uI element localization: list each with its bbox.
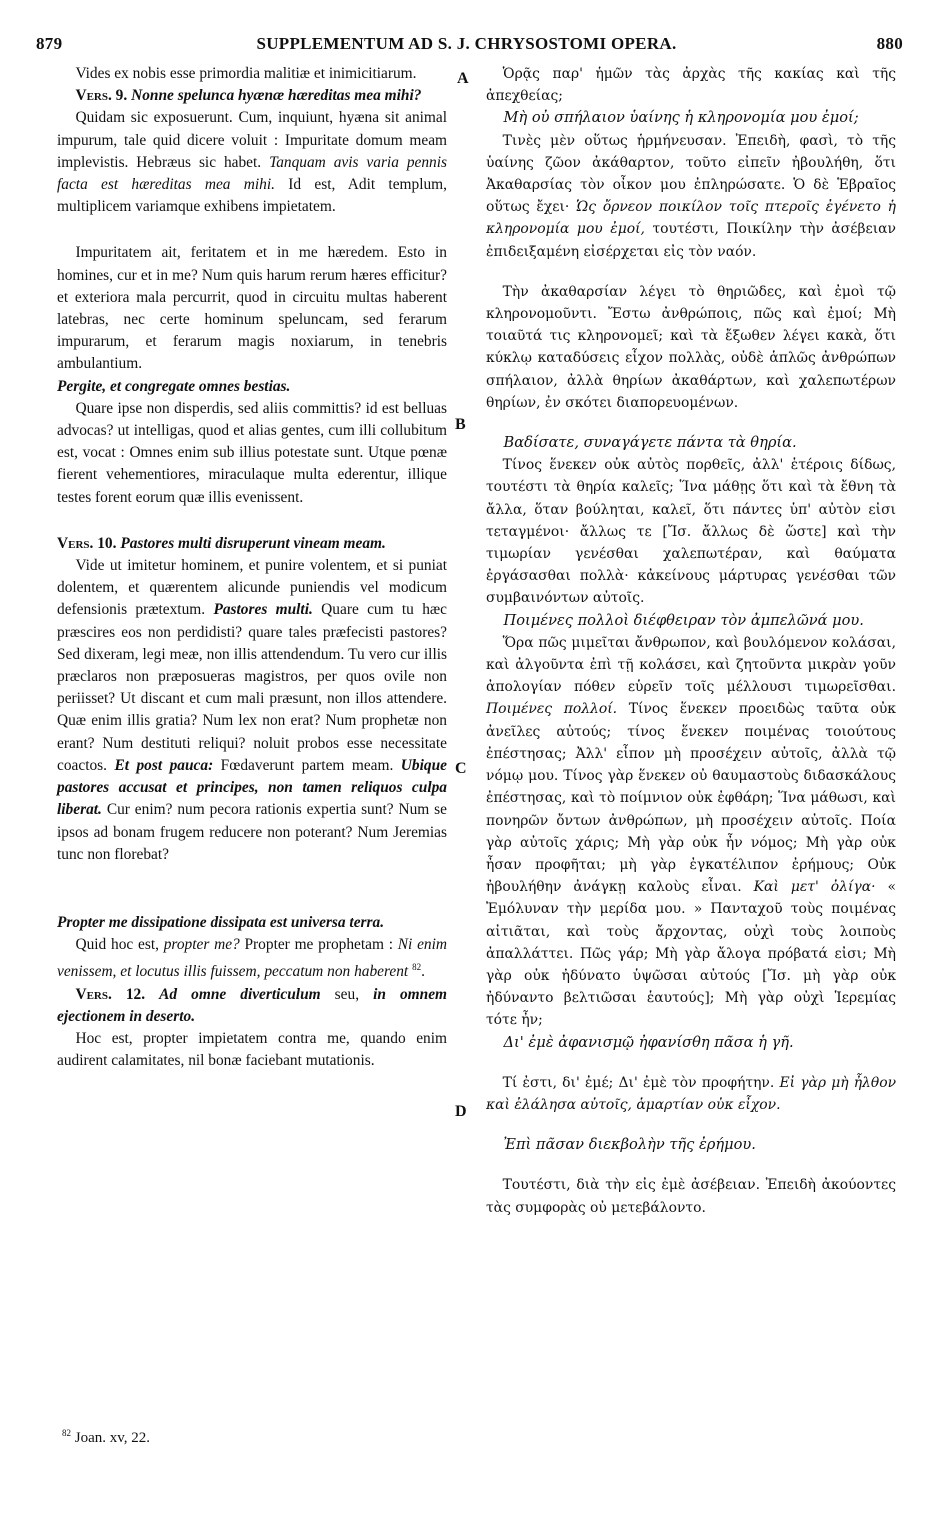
latin-quote: Et post pauca: <box>114 756 214 774</box>
running-title: SUPPLEMENTUM AD S. J. CHRYSOSTOMI OPERA. <box>256 34 677 53</box>
latin-verse-quote: Pergite, et congregate omnes bestias. <box>57 377 291 395</box>
latin-quote: Pastores multi. <box>213 601 313 619</box>
running-header <box>30 34 903 58</box>
latin-paragraph: Impuritatem ait, feritatem et in me hæredem. Esto in homines, cur et in me? Num quis harum rerum hæres efficitur? et exteriora mala percurrit, quod in circuitu multas haberent latebras, nec certe hominum speluncam, sed ferarum impurarum, et ferarum magis noxiarum, in tenebris ambulantium. <box>57 244 447 373</box>
greek-quote: Ποιμένες πολλοί. <box>486 701 618 718</box>
margin-marker-d: D <box>455 1103 467 1120</box>
greek-column <box>486 63 896 1219</box>
latin-text: Propter me prophetam : <box>244 936 393 954</box>
greek-verse: Μὴ οὐ σπήλαιον ὑαίνης ἡ κληρονομία μου ἐμοί; <box>503 109 859 127</box>
greek-text: τουτέστι, Ποικίλην τὴν ἀσέβειαν ἐπιδειξαμένη εἰσέρχεται εἰς τὸν ναόν. <box>486 221 896 260</box>
greek-verse: Ποιμένες πολλοὶ διέφθειραν τὸν ἀμπελῶνά μου. <box>503 611 864 629</box>
verse-label: Vers. 12. <box>75 985 146 1003</box>
verse-text: Pastores multi disruperunt vineam meam. <box>120 534 386 552</box>
latin-verse-quote: Propter me dissipatione dissipata est universa terra. <box>57 913 385 931</box>
latin-quote: propter me? <box>163 936 240 954</box>
latin-text: Fœdaverunt partem meam. <box>220 756 394 774</box>
greek-paragraph <box>486 130 896 263</box>
verse-label: Vers. 9. <box>75 87 128 105</box>
greek-verse: Ἐπὶ πᾶσαν διεκβολὴν τῆς ἐρήμου. <box>503 1136 756 1154</box>
page-number-left: 879 <box>36 34 63 53</box>
greek-paragraph: Τίνος ἕνεκεν οὐκ αὐτὸς πορθεῖς, ἀλλ' ἑτέροις δίδως, τουτέστι τὰ θηρία καλεῖς; Ἵνα μάθῃς ὅτι καὶ τὰ ἔθνη τὰ ἄλλα, ὅταν βούληται, καλεῖ, ὅτι πάντες ὑπ' αὐτὸν εἰσι τεταγμένοι· ἄλλως τε [Ἴσ. ἄλλως δὲ ὥστε] καὶ τὴν τιμωρίαν γενέσθαι χαλεπωτέραν, καὶ θαύματα ἐργάσασθαι πολλὰ· κἀκείνους μάρτυρας γενέσθαι τῶν συμβαινόντων αὐτοῖς. <box>486 457 896 607</box>
latin-text: Quid hoc est, <box>75 936 159 954</box>
footnote-text: Joan. xv, 22. <box>74 1430 151 1446</box>
greek-paragraph: Τὴν ἀκαθαρσίαν λέγει τὸ θηριῶδες, καὶ ἐμοὶ τῷ κληρονομοῦντι. Ἔστω ἀνθρώποις, πῶς καὶ ἐμοί; Μὴ τοιαῦτά τις κληρονομεῖ; καὶ τὰ ἔξωθεν λέγει κακὰ, ὅτι κύκλῳ καταδύσεις εἶχον πολλὰς, οὐδὲ ἁπλῶς ἀνθρώπων σπήλαιον, ἀλλὰ θηρίων ἀκαθάρτων, καὶ χαλεπωτέρων θηρίων, ἐν σκότει διαπορευομένων. <box>486 283 896 411</box>
latin-verse <box>57 984 447 1028</box>
latin-text: Id est, Adit templum, multiplicem variamque exhibens impietatem. <box>57 176 447 216</box>
latin-paragraph: Hoc est, propter impietatem contra me, quando enim audirent calamitates, nil bonæ faciebant mutationis. <box>57 1030 447 1070</box>
latin-text: Vide ut imitetur hominem, et punire volentem, et si puniat dolentem, et quærentem alicunde puniendis vel modicum defensionis prætextum. <box>57 557 447 619</box>
verse-text: Nonne spelunca hyænæ hæreditas mea mihi? <box>131 87 422 105</box>
margin-marker-b: B <box>455 416 466 433</box>
greek-text: Τινὲς μὲν οὕτως ἡρμήνευσαν. Ἐπειδὴ, φασὶ, τὸ τῆς ὑαίνης ζῶον ἀκάθαρτον, τοῦτο εἰπεῖν ἠβουλήθη, ὅτι Ἀκαθαρσίας τὸν οἶκον μου ἐπληρώσατε. Ὁ δὲ Ἑβραῖος οὕτως ἔχει· <box>486 132 896 216</box>
greek-text: Τί ἐστι, δι' ἐμέ; <box>502 1074 614 1091</box>
latin-verse <box>57 533 447 555</box>
page-number-right: 880 <box>876 34 903 53</box>
greek-text: Ὅρα πῶς μιμεῖται ἄνθρωπον, καὶ βουλόμενον κολάσαι, καὶ ἀλγοῦντα ἐπὶ τῇ κολάσει, καὶ ζητοῦντα μικρὰν γοῦν ἀπολογίαν πόθεν εὑρεῖν τοῖς μέλλουσι τιμωρεῖσθαι. <box>486 634 896 696</box>
latin-text: Cur enim? num pecora rationis expertia sunt? Num se ipsos ad bonam frugem reducere non poterant? Num Jeremias tunc non florebat? <box>57 801 447 863</box>
greek-verse: Βαδίσατε, συναγάγετε πάντα τὰ θηρία. <box>503 434 797 452</box>
verse-label: Vers. 10. <box>57 534 117 552</box>
greek-paragraph: Ὁρᾷς παρ' ἡμῶν τὰς ἀρχὰς τῆς κακίας καὶ τῆς ἀπεχθείας; <box>486 66 896 105</box>
greek-paragraph <box>486 1072 896 1116</box>
margin-marker-c: C <box>455 760 467 777</box>
verse-text: Ad omne diverticulum <box>159 985 321 1003</box>
greek-quote: Εἰ γὰρ μὴ ἦλθον καὶ ἐλάλησα αὐτοῖς, ἁμαρτίαν οὐκ εἶχον. <box>486 1074 897 1113</box>
latin-column <box>57 63 447 1072</box>
latin-paragraph <box>57 555 447 866</box>
greek-text: Δι' ἐμὲ τὸν προφήτην. <box>618 1074 775 1091</box>
footnote-mark: 82 <box>62 1428 71 1438</box>
greek-quote: Καὶ μετ' ὀλίγα· <box>753 879 876 896</box>
latin-quote: Ni enim venissem, et locutus illis fuissem, peccatum non haberent <box>57 936 447 981</box>
greek-quote: Ὡς ὄρνεον ποικίλον τοῖς πτεροῖς ἐγένετο ἡ κληρονομία μου ἐμοί, <box>486 199 896 238</box>
footnote-ref: 82 <box>412 962 422 973</box>
latin-quote: Ubique pastores accusat et principes, non tamen reliquos culpa liberat. <box>57 756 447 819</box>
greek-paragraph <box>486 632 896 1032</box>
greek-verse: Δι' ἐμὲ ἀφανισμῷ ἠφανίσθη πᾶσα ἡ γῆ. <box>503 1033 794 1051</box>
latin-paragraph: Quare ipse non disperdis, sed aliis committis? id est belluas advocas? ut intelligas, quod et alias gentes, cum illi collubitum est, vocat : Omnes enim sub illius potestate sunt. Utque pœnæ fierent vehementiores, miraculaque multa ederentur, illique testes forent eorum quæ illis evenissent. <box>57 399 447 506</box>
greek-text: Τίνος ἕνεκεν προειδὼς ταῦτα οὐκ ἀνεῖλες αὐτούς; τίνος ἕνεκεν ποιμένας τοιούτους ἐπέστησας; Ἀλλ' εἶπον μὴ προσέχειν αὐτοῖς, ἀλλὰ τῷ νόμῳ μου. Τίνος γὰρ ἕνεκεν οὐ θαυμαστοὺς διδασκάλους ἐπέστησας, καὶ τὸ ποίμνιον οὐκ ἐφθάρη; Ἵνα μάθωσι, καὶ πονηρῶν ὄντων ἀνθρώπων, μὴ προσέχειν αὐτοῖς. Ποία γὰρ αὐτοῖς χάρις; Μὴ γὰρ οὐκ ἦν νόμος; Μὴ γὰρ οὐκ ἦσαν προφῆται; μὴ γὰρ ἐγκατέλιπον ἐρήμους; Οὐκ ἠβουλήθην ἀνάγκῃ καλοὺς εἶναι. <box>486 701 896 896</box>
latin-text: Quare cum tu hæc præscires eos non perdidisti? quare tales præfecisti pastores? Sed dixeram, legi meæ, non illis attendendum. Tu vero cur illis præclaros non præposueras magistros, per quos ovile non periisset? Ut discant et cum mali præsunt, non illos attendere. Quæ enim illis gratia? Num lex non erat? Num prophetæ non erant? Num destituti reliqui? noluit probos esse necessitate coactos. <box>57 601 447 774</box>
latin-text: seu, <box>334 985 360 1003</box>
margin-marker-a: A <box>457 70 469 87</box>
footnote <box>62 1428 150 1447</box>
latin-text: Quidam sic exposuerunt. Cum, inquiunt, hyæna sit animal impurum, tale quid dicere voluit : Impuritate domum meam implevistis. Hebræus sic habet. <box>57 109 447 171</box>
latin-paragraph: Quid hoc est, propter me? Propter me prophetam : Ni enim venissem, et locutus illis fuissem, peccatum non haberent $^{82}$. <box>57 936 447 981</box>
latin-paragraph <box>57 107 447 218</box>
latin-quote: Tanquam avis varia pennis facta est hæreditas mea mihi. <box>57 153 447 194</box>
greek-text: « Ἐμόλυναν τὴν μερίδα μου. » Πανταχοῦ τοὺς ποιμένας αἰτιᾶται, καὶ τοὺς ἄρχοντας, οὐχὶ τοὺς λοιποὺς ἀπαλλάττει. Πῶς γάρ; Μὴ γὰρ ἄλογα πρόβατά εἰσι; Μὴ γὰρ οὐκ ἠδύνατο ὑψῶσαι αὐτούς [Ἴσ. μὴ γὰρ οὐκ ἠδύναντο βελτιῶσαι ἑαυτούς]; Μὴ γὰρ οὐχὶ Ἱερεμίας τότε ἦν; <box>486 879 896 1029</box>
latin-paragraph: Vides ex nobis esse primordia malitiæ et inimicitiarum. <box>75 65 417 82</box>
verse-text: in omnem ejectionem in deserto. <box>57 985 447 1025</box>
latin-verse <box>57 85 447 107</box>
greek-paragraph: Τουτέστι, διὰ τὴν εἰς ἐμὲ ἀσέβειαν. Ἐπειδὴ ἀκούοντες τὰς συμφορὰς οὐ μετεβάλοντο. <box>486 1177 896 1216</box>
